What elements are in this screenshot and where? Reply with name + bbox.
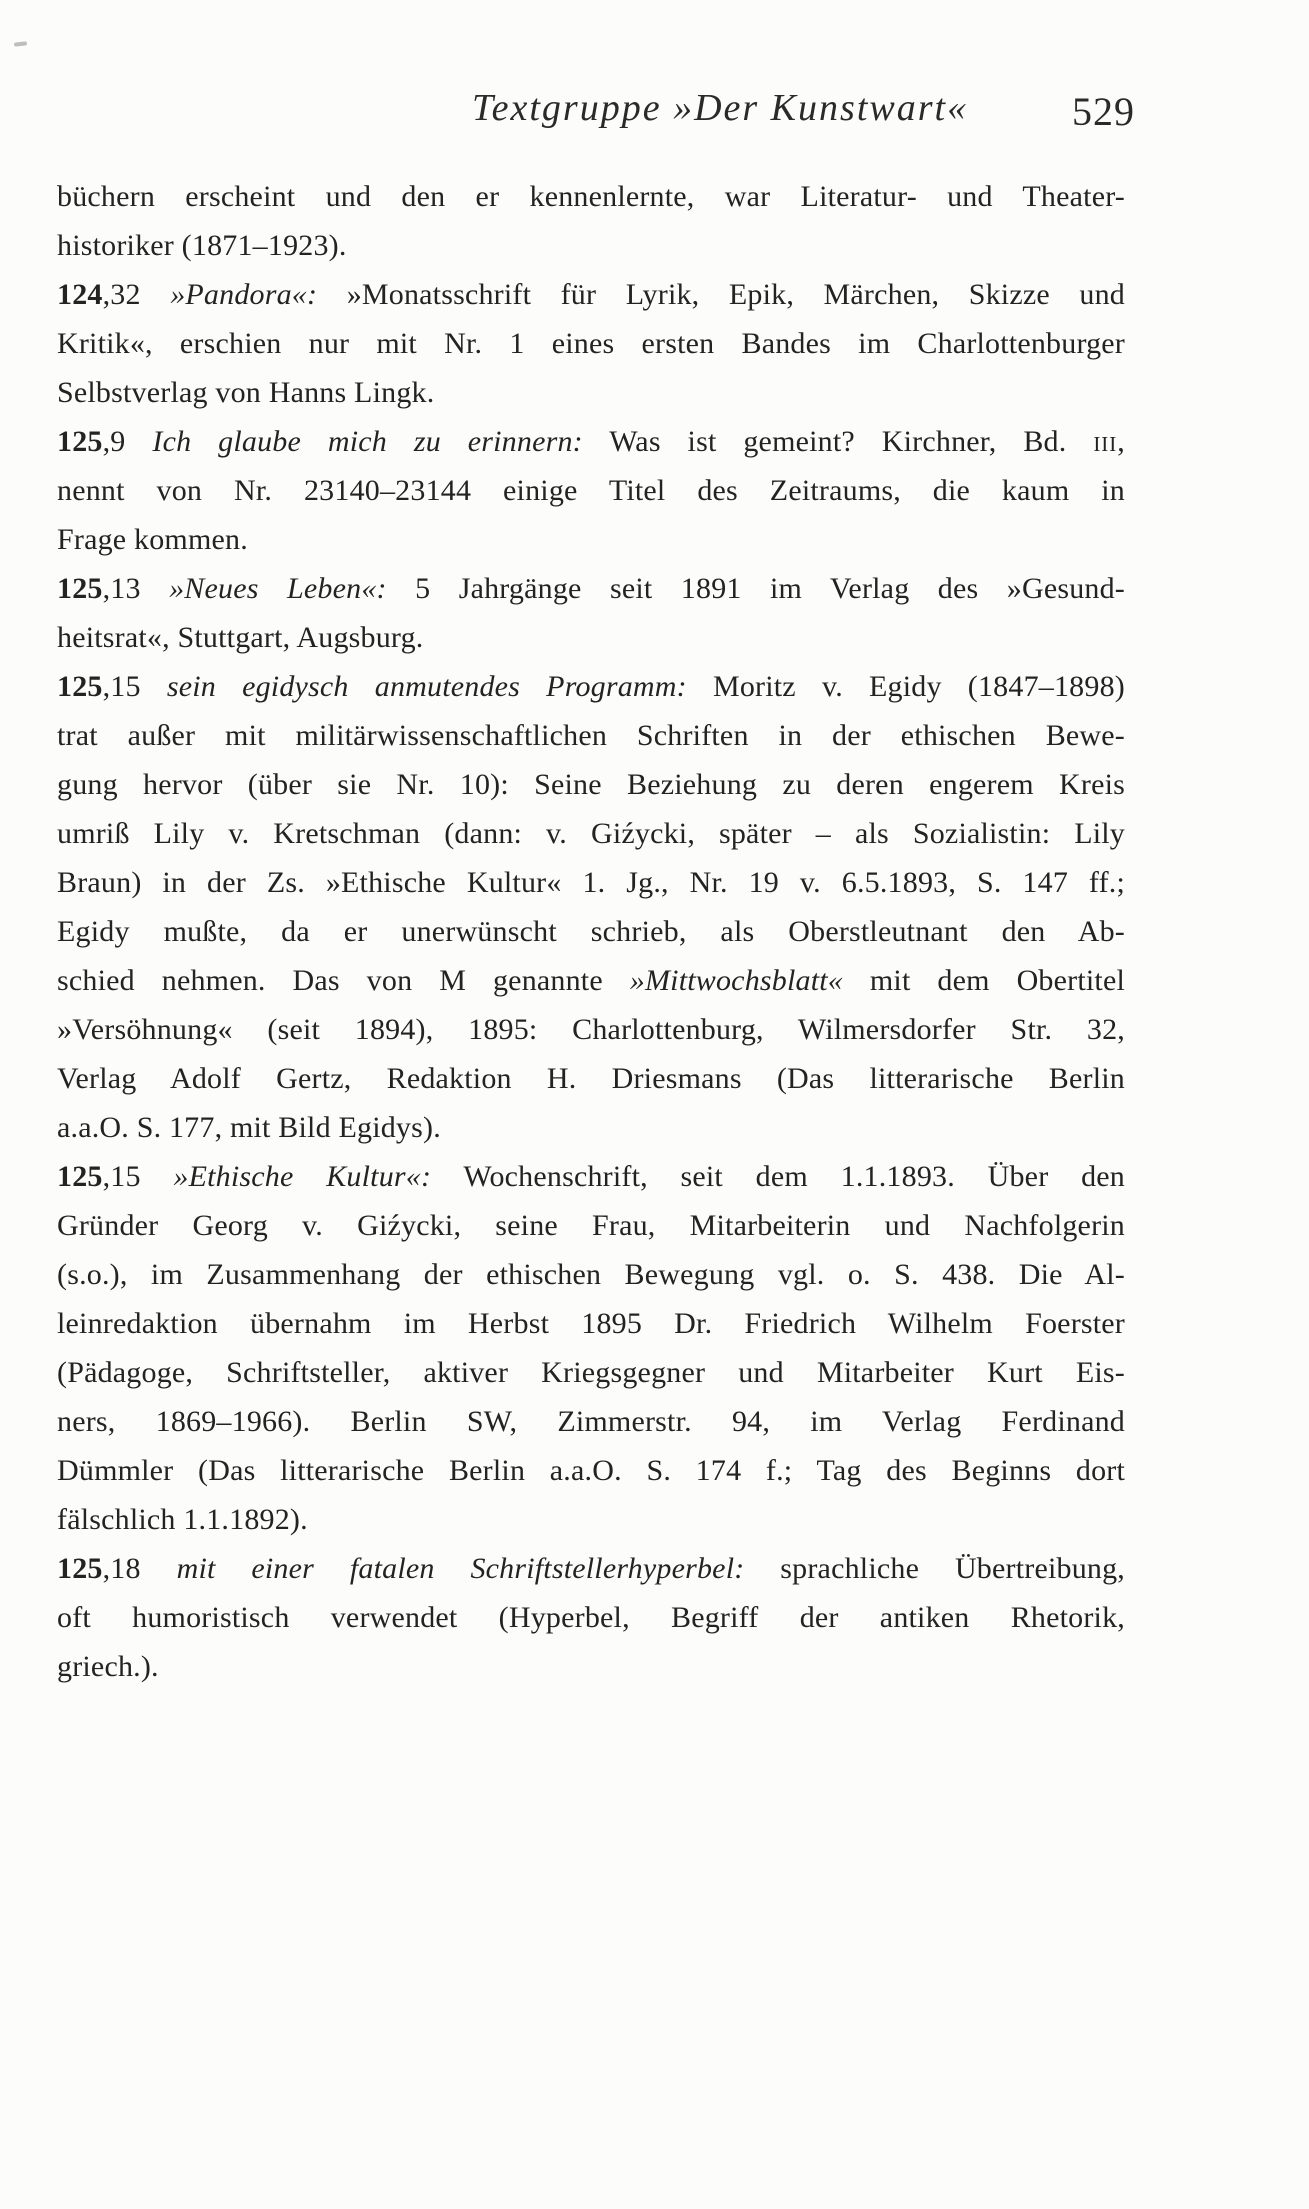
text-line	[57, 858, 1125, 907]
text-line	[57, 515, 1125, 564]
text-line	[57, 466, 1125, 515]
entry-number: 125	[57, 572, 103, 605]
paragraph	[57, 172, 1125, 270]
text-run: Wochenschrift, seit dem 1.1.1893. Über den	[431, 1160, 1125, 1193]
text-line	[57, 711, 1125, 760]
text-line	[57, 1348, 1125, 1397]
text-run: Gründer Georg v. Giźycki, seine Frau, Mitarbeiterin und Nachfolgerin	[57, 1209, 1125, 1242]
text-line	[57, 1054, 1125, 1103]
text-run: ,32	[102, 278, 171, 311]
text-run: mit dem Obertitel	[842, 964, 1125, 997]
text-run: Dümmler (Das litterarische Berlin a.a.O. S. 174 f.; Tag des Beginns dort	[57, 1454, 1125, 1487]
entry-number: 125	[57, 425, 103, 458]
paragraph	[57, 1152, 1125, 1544]
text-line	[57, 368, 1125, 417]
text-line	[57, 1593, 1125, 1642]
text-line	[57, 1642, 1125, 1691]
text-run: 5 Jahrgänge seit 1891 im Verlag des »Gesund-	[386, 572, 1125, 605]
text-run: sprachliche Übertreibung,	[744, 1552, 1125, 1585]
text-run: umriß Lily v. Kretschman (dann: v. Giźycki, später – als Sozialistin: Lily	[57, 817, 1125, 850]
text-run: oft humoristisch verwendet (Hyperbel, Begriff der antiken Rhetorik,	[57, 1601, 1125, 1634]
text-run: »Pandora«:	[170, 278, 318, 311]
text-run: leinredaktion übernahm im Herbst 1895 Dr. Friedrich Wilhelm Foerster	[57, 1307, 1125, 1340]
text-run: schied nehmen. Das von M genannte	[57, 964, 630, 997]
text-run: sein egidysch anmutendes Programm:	[166, 670, 687, 703]
text-run: iii	[1093, 425, 1118, 458]
text-line	[57, 172, 1125, 221]
paragraph	[57, 270, 1125, 417]
entry-number: 125	[57, 670, 103, 703]
entry-number: 124	[57, 278, 103, 311]
text-run: nennt von Nr. 23140–23144 einige Titel des Zeitraums, die kaum in	[57, 474, 1125, 507]
text-line	[57, 1250, 1125, 1299]
text-line	[57, 613, 1125, 662]
text-block	[57, 172, 1125, 1691]
text-line	[57, 1397, 1125, 1446]
text-line	[57, 564, 1125, 613]
text-line	[57, 760, 1125, 809]
paragraph	[57, 1544, 1125, 1691]
text-run: Frage kommen.	[57, 523, 248, 556]
text-run: Ich glaube mich zu erinnern:	[152, 425, 583, 458]
text-line	[57, 417, 1125, 466]
text-line	[57, 1103, 1125, 1152]
text-run: »Ethische Kultur«:	[173, 1160, 432, 1193]
text-line	[57, 956, 1125, 1005]
text-run: ,18	[102, 1552, 177, 1585]
text-run: Verlag Adolf Gertz, Redaktion H. Driesmans (Das litterarische Berlin	[57, 1062, 1125, 1095]
page-number: 529	[1072, 89, 1135, 134]
text-run: ,13	[102, 572, 170, 605]
entry-number: 125	[57, 1552, 103, 1585]
text-run: heitsrat«, Stuttgart, Augsburg.	[57, 621, 424, 654]
text-run: gung hervor (über sie Nr. 10): Seine Beziehung zu deren engerem Kreis	[57, 768, 1125, 801]
text-run: Moritz v. Egidy (1847–1898)	[686, 670, 1125, 703]
entry-number: 125	[57, 1160, 103, 1193]
text-run: ,15	[102, 1160, 174, 1193]
text-line	[57, 1005, 1125, 1054]
text-run: »Versöhnung« (seit 1894), 1895: Charlottenburg, Wilmersdorfer Str. 32,	[57, 1013, 1125, 1046]
text-run: ,15	[102, 670, 167, 703]
text-run: »Monatsschrift für Lyrik, Epik, Märchen, Skizze und	[317, 278, 1125, 311]
paragraph	[57, 417, 1125, 564]
text-run: Egidy mußte, da er unerwünscht schrieb, als Oberstleutnant den Ab-	[57, 915, 1125, 948]
text-run: griech.).	[57, 1650, 159, 1683]
text-run: historiker (1871–1923).	[57, 229, 347, 262]
text-line	[57, 270, 1125, 319]
text-line	[57, 1299, 1125, 1348]
text-run: (s.o.), im Zusammenhang der ethischen Bewegung vgl. o. S. 438. Die Al-	[57, 1258, 1125, 1291]
text-line	[57, 1201, 1125, 1250]
text-run: büchern erscheint und den er kennenlernte, war Literatur- und Theater-	[57, 180, 1125, 213]
text-run: a.a.O. S. 177, mit Bild Egidys).	[57, 1111, 441, 1144]
text-line	[57, 319, 1125, 368]
text-line	[57, 221, 1125, 270]
text-run: trat außer mit militärwissenschaftlichen Schriften in der ethischen Bewe-	[57, 719, 1125, 752]
text-line	[57, 907, 1125, 956]
running-header: Textgruppe »Der Kunstwart«	[472, 87, 969, 129]
text-line	[57, 1446, 1125, 1495]
paragraph	[57, 662, 1125, 1152]
text-run: fälschlich 1.1.1892).	[57, 1503, 308, 1536]
text-run: (Pädagoge, Schriftsteller, aktiver Kriegsgegner und Mitarbeiter Kurt Eis-	[57, 1356, 1125, 1389]
text-line	[57, 1544, 1125, 1593]
text-line	[57, 809, 1125, 858]
text-run: »Neues Leben«:	[169, 572, 387, 605]
text-run: ,	[1117, 425, 1125, 458]
text-run: ,9	[102, 425, 153, 458]
text-run: Braun) in der Zs. »Ethische Kultur« 1. Jg., Nr. 19 v. 6.5.1893, S. 147 ff.;	[57, 866, 1125, 899]
text-line	[57, 662, 1125, 711]
text-run: »Mittwochsblatt«	[629, 964, 843, 997]
text-run: mit einer fatalen Schriftstellerhyperbel:	[176, 1552, 745, 1585]
text-run: ners, 1869–1966). Berlin SW, Zimmerstr. 94, im Verlag Ferdinand	[57, 1405, 1125, 1438]
paragraph	[57, 564, 1125, 662]
text-run: Was ist gemeint? Kirchner, Bd.	[582, 425, 1094, 458]
scan-artifact	[14, 41, 27, 46]
text-line	[57, 1152, 1125, 1201]
text-run: Kritik«, erschien nur mit Nr. 1 eines ersten Bandes im Charlottenburger	[57, 327, 1125, 360]
text-run: Selbstverlag von Hanns Lingk.	[57, 376, 435, 409]
text-line	[57, 1495, 1125, 1544]
